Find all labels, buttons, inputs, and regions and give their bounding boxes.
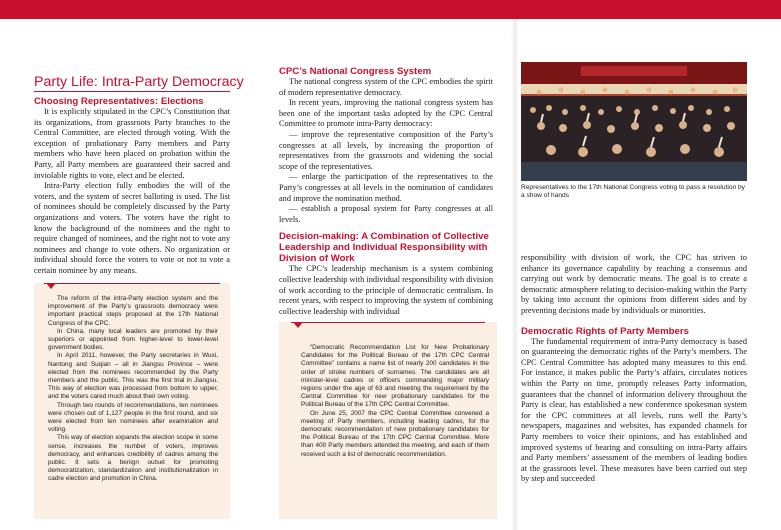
top-red-band — [0, 0, 781, 19]
paragraph: responsibility with division of work, the CPC has striven to enhance its governance capability by reaching a consensus and carrying out work by democratic means. The goal is to create a democratic atmosphere relating to decision-making within the Party by taking into account the opinions from different sides and by preventing decisions made by individuals or minorities. — [521, 253, 747, 315]
paragraph: The CPC’s leadership mechanism is a system combining collective leadership with individual responsibility with division of work according to the principle of democratic centralism. In recent years, with respect to improving the system of combining collective leadership with individual — [279, 264, 493, 316]
page-title: Party Life: Intra-Party Democracy — [34, 74, 244, 90]
section-heading-democratic-rights: Democratic Rights of Party Members — [521, 325, 689, 337]
paragraph: The fundamental requirement of intra-Party democracy is based on guaranteeing the democratic rights of the Party’s members. The CPC Central Committee has adopted many measures to this end. For instance, it makes public the Party’s affairs, circulates notices within the Party on time, promptly releases Party information, guarantees that the channel of information delivery throughout the Party is clear, has established a new conference spokesman system for the CPC committees at all levels, runs well the Party’s newspapers, magazines and websites, has expanded channels for Party members to voice their opinions, and has established and improved systems of hearing and consulting on intra-Party affairs and Party members’ assessment of the members of leading bodies at the grassroots level. These measures have been carried out step by step and succeeded — [521, 336, 747, 484]
congress-hall-image — [521, 62, 747, 181]
paragraph: The national congress system of the CPC embodies the spirit of modern representative democracy. — [279, 77, 493, 97]
paragraph: It is explicitly stipulated in the CPC’s Constitution that its organizations, from grassroots Party branches to the Central Committee, are elected through voting. With the exception of probationary Party members and Party members who have been placed on probation within the Party, all Party members are guaranteed their sacred and inviolable rights to vote, elect and be elected. — [34, 107, 230, 180]
paragraph: Intra-Party election fully embodies the will of the voters, and the system of secret balloting is used. The list of nominees should be completely discussed by the Party organizations and voters. The voters have the right to know the background of the nominees and the right to require changed of nominees, and the right not to vote any nominees and change to vote others. No organization or individual should force the voters to vote or not to vote a certain nominee by any means. — [34, 181, 230, 275]
column-right — [521, 253, 747, 485]
box-paragraph: On June 25, 2007 the CPC Central Committee convened a meeting of Party members, including leading cadres, for the democratic recommendation of new probationary candidates for the Political Bureau of the 17th CPC Central Committee. More than 400 Party members attended the meeting, and each of them received such a list of democratic recommendation. — [301, 409, 489, 458]
section-heading-decision-making: Decision-making: A Combination of Collective Leadership and Individual Responsibility with Division of Work — [279, 231, 489, 265]
congress-voting-photo — [521, 62, 747, 181]
page-gutter — [511, 19, 519, 530]
box-paragraph: “Democratic Recommendation List for New Probationary Candidates for the Political Bureau of the 17th CPC Central Committee” contains a name list of nearly 200 candidates in the order of stroke numbers of surnames. The candidates are all minister-level cadres or officers commanding major military regions under the age of 63 and meeting the requirement by the Central Committee for new probationary candidates for the Political Bureau of the 17th CPC Central Committee. — [301, 344, 489, 409]
box-top-rule — [291, 322, 485, 323]
paragraph: — enlarge the participation of the representatives to the Party’s congresses at all levels in the nomination of candidates and improve the nomination method. — [279, 172, 493, 203]
section-heading-national-congress: CPC’s National Congress System — [279, 66, 432, 77]
photo-caption: Representatives to the 17th National Congress voting to pass a resolution by a show of hands — [521, 184, 745, 200]
paragraph: In recent years, improving the national congress system has been one of the important tasks adopted by the CPC Central Committee to promote intra-Party democracy: — [279, 98, 493, 129]
box-paragraph: This way of election expands the election scope in some sense, increases the number of voters, improves democracy, and enhances credibility of cadres among the public. It sets a benign outset for promoting democratization, standardization and institutionalization in cadre election and promotion in China. — [48, 434, 218, 483]
column-middle — [279, 66, 493, 317]
box-paragraph: The reform of the intra-Party election system and the improvement of the Party’s grassroots democracy were important practical steps proposed at the 17th National Congress of the CPC. — [48, 295, 218, 327]
box-top-rule — [44, 283, 220, 284]
paragraph: — establish a proposal system for Party congresses at all levels. — [279, 204, 493, 224]
sidebar-box-recommendation-list — [279, 322, 497, 519]
box-paragraph: Through two rounds of recommendations, ten nominees were chosen out of 1,127 people in the first round, and six were elected from ten nominees after examination and voting. — [48, 401, 218, 434]
box-paragraph: In April 2011, however, the Party secretaries in Wuxi, Nantong and Suqian – all in Jiangsu Province – were elected from the nominees recommended by the Party members and the public. This was the first trial in Jiangsu. This way of election was processed from bottom to upper, and the voters cared much about their own voting. — [48, 352, 218, 401]
paragraph: — improve the representative composition of the Party’s congresses at all levels, by increasing the proportion of representatives from the grassroots and widening the social scope of the representatives. — [279, 129, 493, 171]
section-heading-elections: Choosing Representatives: Elections — [34, 96, 204, 107]
sidebar-box-election-reform — [34, 283, 230, 519]
box-notch — [293, 322, 303, 328]
box-paragraph: In China, many local leaders are promoted by their superiors or appointed from higher-level to lower-level government bodies. — [48, 327, 218, 352]
box-notch — [46, 283, 56, 289]
title-rule — [34, 91, 230, 92]
column-left — [34, 96, 230, 277]
